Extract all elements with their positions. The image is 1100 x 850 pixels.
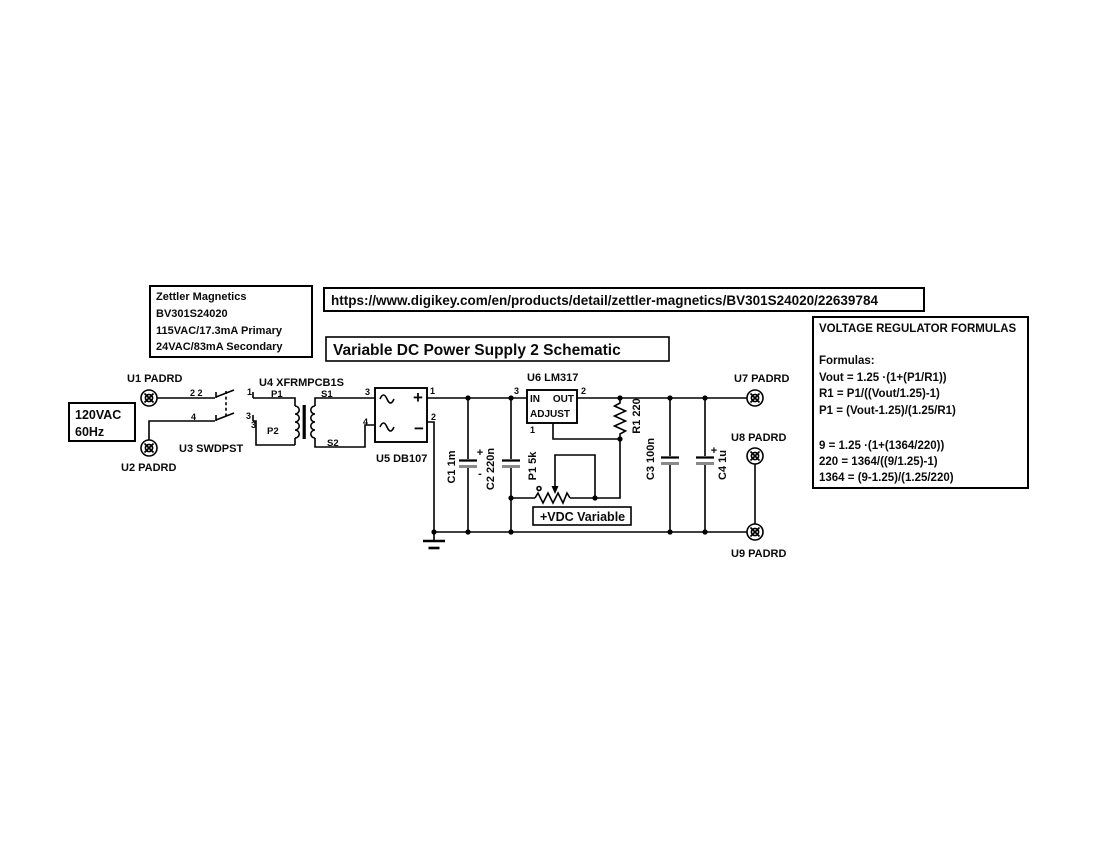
manufacturer-name: Zettler Magnetics bbox=[156, 291, 247, 303]
pin-reg-adj: 1 bbox=[530, 425, 536, 435]
title-box bbox=[326, 337, 669, 361]
pad-u9 bbox=[747, 524, 763, 540]
pin-reg-out: 2 bbox=[581, 386, 587, 396]
c1-minus-mark: - bbox=[478, 468, 482, 480]
ac-wave-icon bbox=[380, 423, 394, 431]
capacitor-c4 bbox=[696, 445, 717, 464]
ref-r1: R1 220 bbox=[631, 398, 643, 434]
secondary-rating: 24VAC/83mA Secondary bbox=[156, 341, 283, 353]
pad-u7 bbox=[747, 390, 763, 406]
ac-source-box bbox=[69, 403, 135, 441]
wire-wiper-loop bbox=[555, 455, 595, 498]
formula-p1: P1 = (Vout-1.25)/(1.25/R1) bbox=[819, 405, 956, 417]
capacitor-c1 bbox=[459, 447, 483, 480]
regulator-pin-in-label: IN bbox=[530, 394, 540, 405]
wire-u2-to-switch bbox=[149, 421, 215, 440]
terminal-p1: P1 bbox=[271, 389, 283, 400]
digikey-url[interactable]: https://www.digikey.com/en/products/detail/zettler-magnetics/BV301S24020/22639784 bbox=[331, 293, 878, 308]
regulator-u6 bbox=[527, 390, 577, 423]
capacitor-c3 bbox=[661, 458, 679, 464]
formula-example-p1: 1364 = (9-1.25)/(1.25/220) bbox=[819, 472, 954, 484]
terminal-s2: S2 bbox=[327, 438, 339, 449]
pad-u1 bbox=[141, 390, 157, 406]
ref-u2: U2 PADRD bbox=[121, 462, 177, 474]
pin-bridge-in-bottom: 4 bbox=[363, 417, 369, 427]
formulas-heading: VOLTAGE REGULATOR FORMULAS bbox=[819, 323, 1017, 335]
primary-rating: 115VAC/17.3mA Primary bbox=[156, 325, 282, 337]
ref-p1: P1 5k bbox=[527, 451, 539, 481]
secondary-winding bbox=[311, 406, 315, 438]
formula-example-vout: 9 = 1.25 ·(1+(1364/220)) bbox=[819, 440, 945, 452]
formula-r1: R1 = P1/((Vout/1.25)-1) bbox=[819, 388, 940, 400]
transformer-core bbox=[303, 405, 306, 439]
wire-bridge-minus-to-ground bbox=[427, 422, 434, 532]
potentiometer-p1 bbox=[535, 486, 570, 503]
ref-u1: U1 PADRD bbox=[127, 373, 183, 385]
ref-c1: C1 1m bbox=[446, 450, 458, 484]
ref-u9: U9 PADRD bbox=[731, 548, 787, 560]
ref-c2: C2 220n bbox=[485, 447, 497, 491]
ref-u4: U4 XFRMPCB1S bbox=[259, 377, 344, 389]
output-voltage-label: +VDC Variable bbox=[540, 510, 626, 524]
switch-lever-top bbox=[216, 390, 234, 397]
wire-adjust-node bbox=[553, 423, 620, 439]
wire-adjnode-to-pot bbox=[595, 439, 620, 498]
link-box bbox=[324, 288, 924, 311]
pin-bridge-in-top: 3 bbox=[365, 387, 371, 397]
output-label-box bbox=[533, 507, 631, 525]
pin-switch-bottom-right-a: 3 bbox=[246, 411, 252, 421]
ref-u7: U7 PADRD bbox=[734, 373, 790, 385]
bridge-plus-mark: + bbox=[413, 388, 423, 407]
pin-reg-in: 3 bbox=[514, 386, 520, 396]
formulas-box bbox=[813, 317, 1028, 488]
primary-winding bbox=[295, 406, 299, 438]
bridge-u5 bbox=[375, 388, 427, 442]
resistor-zigzag bbox=[615, 398, 626, 439]
pin-switch-top-left: 2 2 bbox=[190, 388, 203, 398]
ref-c3: C3 100n bbox=[645, 437, 657, 481]
ref-c4: C4 1u bbox=[717, 450, 729, 480]
pad-u2 bbox=[141, 440, 157, 456]
regulator-pin-out-label: OUT bbox=[552, 394, 574, 405]
transformer-u4 bbox=[295, 405, 315, 439]
ref-u5: U5 DB107 bbox=[376, 453, 428, 465]
formula-example-r1: 220 = 1364/((9/1.25)-1) bbox=[819, 456, 938, 468]
ref-u3: U3 SWDPST bbox=[179, 443, 244, 455]
ac-frequency-label: 60Hz bbox=[75, 425, 105, 439]
regulator-pin-adjust-label: ADJUST bbox=[530, 409, 571, 420]
capacitor-c2 bbox=[502, 461, 520, 467]
manufacturer-part-number: BV301S24020 bbox=[156, 308, 228, 320]
pot-terminal-mark bbox=[537, 487, 541, 491]
ref-u8: U8 PADRD bbox=[731, 432, 787, 444]
bridge-minus-mark: − bbox=[414, 419, 424, 438]
pot-zigzag bbox=[535, 493, 570, 503]
switch-lever-bottom bbox=[216, 413, 234, 420]
pin-switch-bottom-right-b: 3 bbox=[251, 420, 257, 430]
page-title: Variable DC Power Supply 2 Schematic bbox=[333, 342, 621, 359]
c1-plus-mark: + bbox=[476, 447, 484, 459]
ref-u6: U6 LM317 bbox=[527, 372, 579, 384]
formulas-label: Formulas: bbox=[819, 355, 875, 367]
ac-wave-icon bbox=[380, 395, 394, 403]
c4-plus-mark: + bbox=[710, 445, 718, 457]
ground-symbol bbox=[423, 532, 445, 548]
ac-voltage-label: 120VAC bbox=[75, 408, 122, 422]
pin-bridge-out-minus: 2 bbox=[431, 412, 437, 422]
pin-switch-bottom-left: 4 bbox=[191, 412, 197, 422]
pin-switch-top-right: 1 bbox=[247, 387, 253, 397]
terminal-s1: S1 bbox=[321, 389, 333, 400]
formula-vout: Vout = 1.25 ·(1+(P1/R1)) bbox=[819, 372, 947, 384]
resistor-r1 bbox=[615, 398, 626, 439]
terminal-p2: P2 bbox=[267, 426, 279, 437]
manufacturer-note-box bbox=[150, 286, 312, 357]
pad-u8 bbox=[747, 448, 763, 464]
wire-s2-to-bridge bbox=[315, 425, 375, 447]
pin-bridge-out-plus: 1 bbox=[430, 386, 436, 396]
